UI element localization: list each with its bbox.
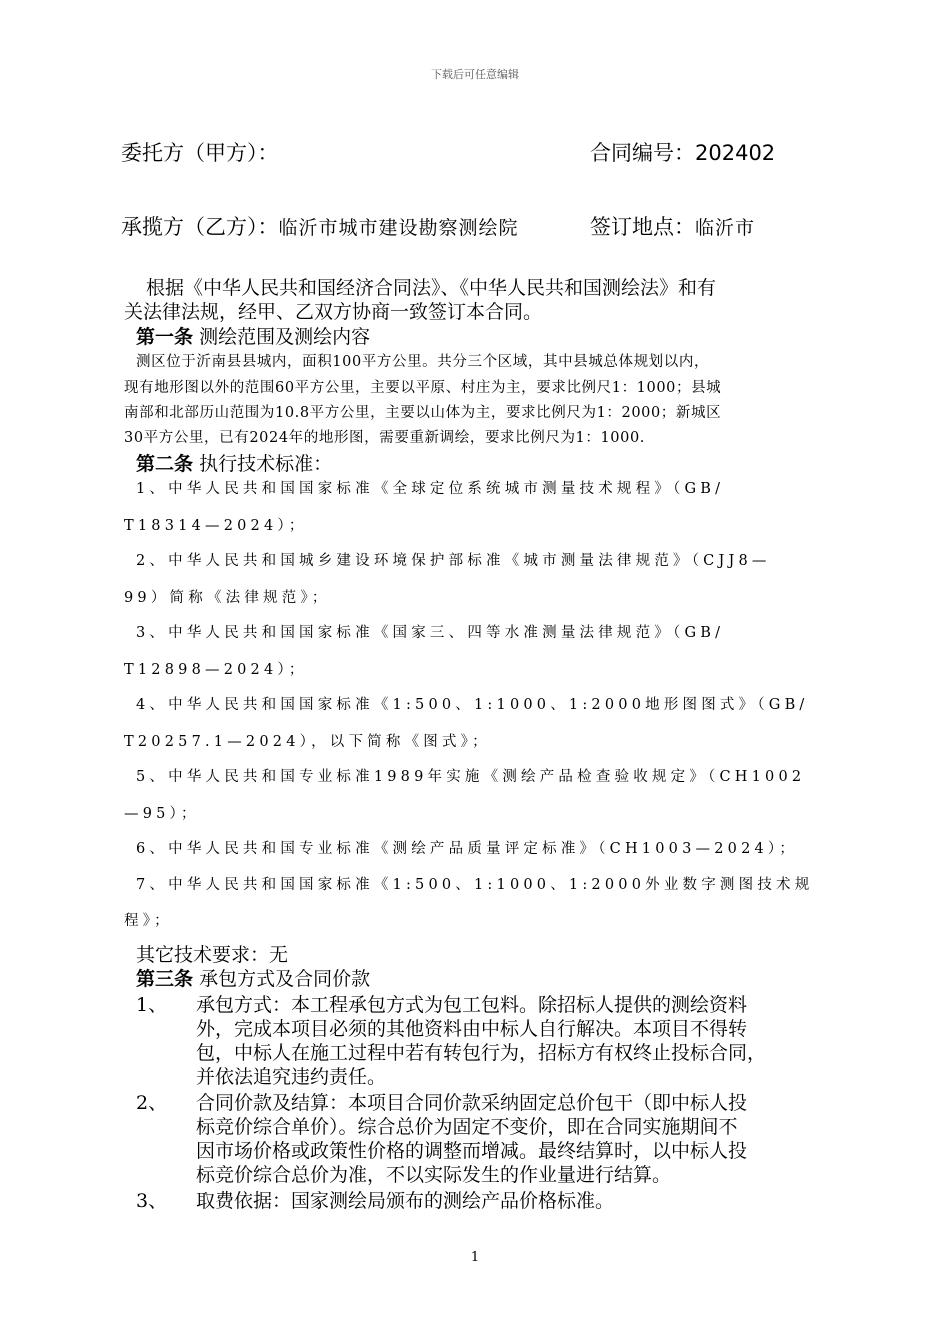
item-2-line-2: 标竞价综合单价）。综合总价为固定不变价，即在合同实施期间不 bbox=[196, 1116, 738, 1138]
standard-7-line-2: 程》； bbox=[124, 913, 173, 929]
item-2-number: 2、 bbox=[136, 1092, 168, 1114]
standard-5-line-1: 5、中华人民共和国专业标准1989年实施《测绘产品检查验收规定》（CH1002 bbox=[136, 769, 806, 785]
article-1-title: 测绘范围及测绘内容 bbox=[199, 326, 371, 348]
contractor-label: 承揽方（乙方）： bbox=[121, 215, 279, 239]
item-3-line-1: 取费依据：国家测绘局颁布的测绘产品价格标准。 bbox=[196, 1190, 615, 1212]
contractor-line bbox=[121, 211, 519, 241]
preamble-line-1: 根据《中华人民共和国经济合同法》、《中华人民共和国测绘法》和有 bbox=[146, 277, 717, 299]
standard-5-line-2: —95）； bbox=[124, 806, 200, 822]
contract-number bbox=[590, 137, 775, 167]
item-1-line-2: 外，完成本项目必须的其他资料由中标人自行解决。本项目不得转 bbox=[196, 1018, 748, 1040]
article-1-line-2: 现有地形图以外的范围60平方公里，主要以平原、村庄为主，要求比例尺1：1000；县城 bbox=[124, 380, 722, 396]
preamble-line-2: 关法律法规，经甲、乙双方协商一致签订本合同。 bbox=[124, 301, 543, 323]
page-number: 1 bbox=[470, 1250, 480, 1265]
standard-7-line-1: 7、中华人民共和国国家标准《1:500、1:1000、1:2000外业数字测图技术规 bbox=[136, 877, 814, 893]
article-1-line-1: 测区位于沂南县县城内，面积100平方公里。共分三个区域，其中县城总体规划以内， bbox=[136, 354, 710, 370]
contract-no-label: 合同编号： bbox=[590, 141, 695, 165]
standard-3-line-1: 3、中华人民共和国国家标准《国家三、四等水准测量法律规范》（GB/ bbox=[136, 625, 725, 641]
sign-place-value: 临沂市 bbox=[695, 217, 756, 239]
item-2-line-1: 合同价款及结算：本项目合同价款采纳固定总价包干（即中标人投 bbox=[196, 1092, 748, 1114]
other-requirements: 其它技术要求：无 bbox=[136, 944, 289, 966]
sign-place-label: 签订地点： bbox=[590, 215, 695, 239]
contract-no-value: 202402 bbox=[695, 141, 776, 165]
item-2-line-3: 因市场价格或政策性价格的调整而增减。最终结算时，以中标人投 bbox=[196, 1140, 748, 1162]
item-1-line-4: 并依法追究违约责任。 bbox=[196, 1066, 387, 1088]
item-2-line-4: 标竞价综合总价为准，不以实际发生的作业量进行结算。 bbox=[196, 1164, 672, 1186]
standard-4-line-1: 4、中华人民共和国国家标准《1:500、1:1000、1:2000地形图图式》（GB/ bbox=[136, 697, 809, 713]
standard-1-line-1: 1、中华人民共和国国家标准《全球定位系统城市测量技术规程》（GB/ bbox=[136, 481, 725, 497]
article-2-number: 第二条 bbox=[136, 453, 194, 475]
article-3-number: 第三条 bbox=[136, 968, 194, 990]
standard-2-line-1: 2、中华人民共和国城乡建设环境保护部标准《城市测量法律规范》（CJJ8— bbox=[136, 553, 771, 569]
article-1-line-4: 30平方公里，已有2024年的地形图，需要重新调绘，要求比例尺为1：1000. bbox=[124, 430, 645, 446]
contractor-name: 临沂市城市建设勘察测绘院 bbox=[278, 217, 519, 239]
article-1-number: 第一条 bbox=[136, 326, 194, 348]
sign-place-line bbox=[590, 211, 755, 241]
standard-6-line-1: 6、中华人民共和国专业标准《测绘产品质量评定标准》（CH1003—2024）； bbox=[136, 841, 799, 857]
article-2-heading bbox=[136, 449, 332, 476]
standard-1-line-2: T18314—2024）； bbox=[124, 518, 308, 534]
standard-2-line-2: 99）简称《法律规范》； bbox=[124, 590, 331, 606]
article-3-heading bbox=[136, 964, 370, 991]
item-1-number: 1、 bbox=[136, 994, 168, 1016]
article-2-title: 执行技术标准： bbox=[199, 453, 333, 475]
standard-4-line-2: T20257.1—2024），以下简称《图式》； bbox=[124, 734, 491, 750]
article-1-heading bbox=[136, 322, 370, 349]
item-1-line-1: 承包方式：本工程承包方式为包工包料。除招标人提供的测绘资料 bbox=[196, 994, 748, 1016]
client-label: 委托方（甲方）： bbox=[121, 141, 279, 165]
header-note: 下载后可任意编辑 bbox=[431, 68, 519, 81]
article-1-line-3: 南部和北部历山范围为10.8平方公里，主要以山体为主，要求比例尺为1：2000；新城区 bbox=[124, 405, 722, 421]
item-1-line-3: 包，中标人在施工过程中若有转包行为，招标方有权终止投标合同， bbox=[196, 1042, 767, 1064]
article-3-title: 承包方式及合同价款 bbox=[199, 968, 371, 990]
standard-3-line-2: T12898—2024）； bbox=[124, 662, 308, 678]
item-3-number: 3、 bbox=[136, 1190, 168, 1212]
